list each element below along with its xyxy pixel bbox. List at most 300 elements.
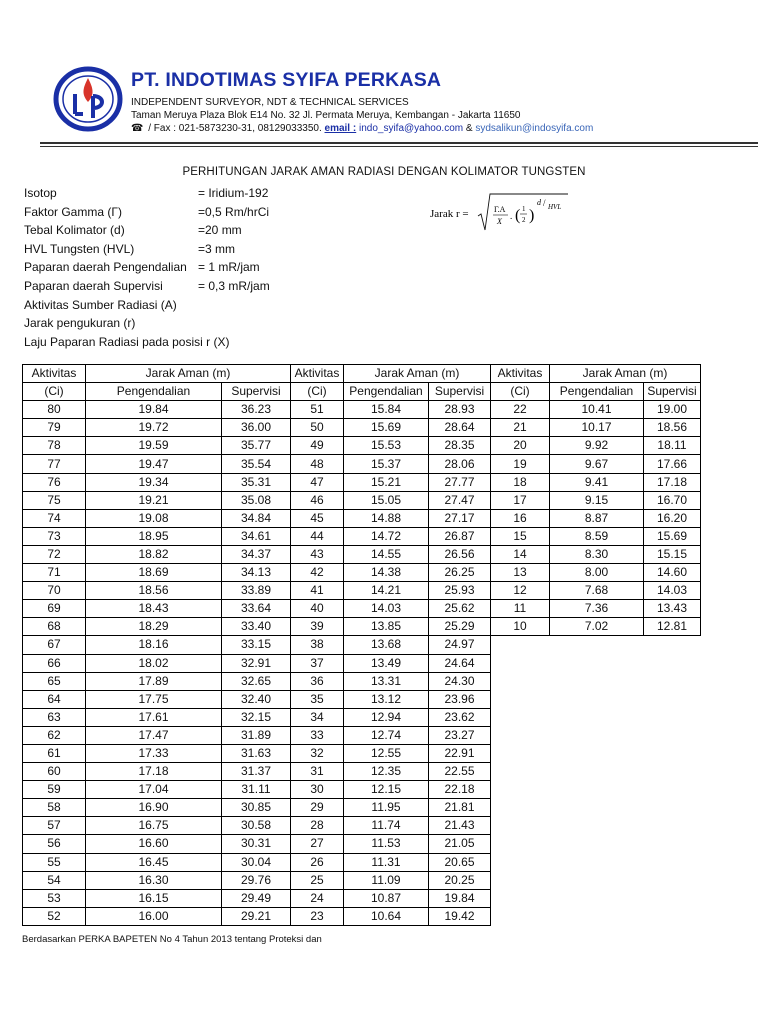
supervise-distance-cell: 34.37: [222, 545, 291, 563]
table-row: [23, 744, 701, 762]
activity-cell: 71: [23, 564, 86, 582]
control-distance-cell: 14.88: [344, 509, 429, 527]
activity-cell: 43: [291, 545, 344, 563]
param-row: Aktivitas Sumber Radiasi (A): [24, 297, 177, 312]
control-distance-cell: 13.49: [344, 654, 429, 672]
company-contact: [131, 123, 593, 134]
supervise-distance-cell: 16.70: [644, 491, 701, 509]
control-distance-cell: 9.67: [550, 455, 644, 473]
control-distance-cell: 11.74: [344, 817, 429, 835]
control-distance-cell: 13.31: [344, 672, 429, 690]
empty-cell: [491, 636, 550, 654]
empty-cell: [550, 835, 644, 853]
control-distance-cell: 8.87: [550, 509, 644, 527]
supervise-distance-cell: 30.31: [222, 835, 291, 853]
header-activity: Aktivitas: [491, 365, 550, 383]
activity-cell: 55: [23, 853, 86, 871]
supervise-distance-cell: 26.87: [429, 527, 491, 545]
control-distance-cell: 18.56: [86, 582, 222, 600]
header-activity: Aktivitas: [291, 365, 344, 383]
control-distance-cell: 7.36: [550, 600, 644, 618]
activity-cell: 76: [23, 473, 86, 491]
activity-cell: 54: [23, 871, 86, 889]
empty-cell: [550, 907, 644, 925]
activity-cell: 23: [291, 907, 344, 925]
header-distance: Jarak Aman (m): [550, 365, 701, 383]
company-logo: [53, 66, 123, 132]
svg-text:(: (: [515, 207, 521, 224]
svg-text:.: .: [510, 211, 513, 221]
supervise-distance-cell: 25.29: [429, 618, 491, 636]
empty-cell: [644, 654, 701, 672]
activity-cell: 41: [291, 582, 344, 600]
table-row: [23, 564, 701, 582]
safety-distance-table: [22, 364, 701, 926]
param-row: HVL Tungsten (HVL) =3 mm: [24, 241, 236, 256]
activity-cell: 17: [491, 491, 550, 509]
table-header-row: [23, 365, 701, 383]
formula-exponent-den: HVL: [548, 203, 562, 211]
table-row: [23, 853, 701, 871]
control-distance-cell: 17.61: [86, 708, 222, 726]
supervise-distance-cell: 27.77: [429, 473, 491, 491]
distance-formula: [430, 190, 570, 236]
supervise-distance-cell: 34.61: [222, 527, 291, 545]
email-link-primary[interactable]: indo_syifa@yahoo.com: [358, 123, 464, 134]
empty-cell: [644, 853, 701, 871]
empty-cell: [550, 636, 644, 654]
header-control: Pengendalian: [86, 383, 222, 401]
header-distance: Jarak Aman (m): [344, 365, 491, 383]
control-distance-cell: 12.74: [344, 726, 429, 744]
activity-cell: 78: [23, 437, 86, 455]
header-distance: Jarak Aman (m): [86, 365, 291, 383]
parameter-list: [24, 184, 270, 351]
control-distance-cell: 14.38: [344, 564, 429, 582]
supervise-distance-cell: 22.55: [429, 763, 491, 781]
supervise-distance-cell: 28.93: [429, 401, 491, 419]
formula-half-denominator: 2: [522, 216, 526, 224]
company-address: Taman Meruya Plaza Blok E14 No. 32 Jl. Permata Meruya, Kembangan - Jakarta 11650: [131, 110, 521, 121]
table-row: [23, 600, 701, 618]
activity-cell: 29: [291, 799, 344, 817]
activity-cell: 13: [491, 564, 550, 582]
empty-cell: [550, 853, 644, 871]
supervise-distance-cell: 24.64: [429, 654, 491, 672]
supervise-distance-cell: 34.13: [222, 564, 291, 582]
supervise-distance-cell: 21.05: [429, 835, 491, 853]
activity-cell: 42: [291, 564, 344, 582]
table-row: [23, 527, 701, 545]
activity-cell: 39: [291, 618, 344, 636]
svg-text:): ): [529, 207, 535, 224]
control-distance-cell: 13.85: [344, 618, 429, 636]
email-label: email :: [324, 123, 357, 134]
control-distance-cell: 17.04: [86, 781, 222, 799]
supervise-distance-cell: 33.64: [222, 600, 291, 618]
supervise-distance-cell: 31.63: [222, 744, 291, 762]
activity-cell: 61: [23, 744, 86, 762]
supervise-distance-cell: 16.20: [644, 509, 701, 527]
supervise-distance-cell: 36.00: [222, 419, 291, 437]
activity-cell: 51: [291, 401, 344, 419]
supervise-distance-cell: 23.96: [429, 690, 491, 708]
header-activity: Aktivitas: [23, 365, 86, 383]
activity-cell: 59: [23, 781, 86, 799]
control-distance-cell: 19.08: [86, 509, 222, 527]
control-distance-cell: 16.45: [86, 853, 222, 871]
supervise-distance-cell: 30.04: [222, 853, 291, 871]
supervise-distance-cell: 35.77: [222, 437, 291, 455]
header-rule-thin: [40, 146, 758, 147]
email-separator: &: [465, 123, 473, 134]
supervise-distance-cell: 25.62: [429, 600, 491, 618]
empty-cell: [644, 672, 701, 690]
activity-cell: 38: [291, 636, 344, 654]
control-distance-cell: 11.53: [344, 835, 429, 853]
activity-cell: 33: [291, 726, 344, 744]
activity-cell: 44: [291, 527, 344, 545]
activity-cell: 26: [291, 853, 344, 871]
control-distance-cell: 15.37: [344, 455, 429, 473]
supervise-distance-cell: 17.18: [644, 473, 701, 491]
activity-cell: 30: [291, 781, 344, 799]
empty-cell: [644, 817, 701, 835]
activity-cell: 79: [23, 419, 86, 437]
control-distance-cell: 14.72: [344, 527, 429, 545]
control-distance-cell: 16.90: [86, 799, 222, 817]
activity-cell: 72: [23, 545, 86, 563]
supervise-distance-cell: 22.91: [429, 744, 491, 762]
table-row: [23, 708, 701, 726]
supervise-distance-cell: 18.56: [644, 419, 701, 437]
formula-half-numerator: 1: [522, 205, 526, 213]
activity-cell: 75: [23, 491, 86, 509]
empty-cell: [491, 817, 550, 835]
header-unit: (Ci): [491, 383, 550, 401]
empty-cell: [644, 636, 701, 654]
table-row: [23, 455, 701, 473]
control-distance-cell: 15.84: [344, 401, 429, 419]
empty-cell: [550, 799, 644, 817]
empty-cell: [491, 871, 550, 889]
phone-fax: / Fax : 021-5873230-31, 08129033350.: [148, 123, 322, 134]
activity-cell: 32: [291, 744, 344, 762]
supervise-distance-cell: 34.84: [222, 509, 291, 527]
table-row: [23, 491, 701, 509]
empty-cell: [644, 799, 701, 817]
control-distance-cell: 8.00: [550, 564, 644, 582]
empty-cell: [491, 799, 550, 817]
activity-cell: 80: [23, 401, 86, 419]
activity-cell: 24: [291, 889, 344, 907]
empty-cell: [491, 654, 550, 672]
supervise-distance-cell: 26.56: [429, 545, 491, 563]
activity-cell: 66: [23, 654, 86, 672]
activity-cell: 40: [291, 600, 344, 618]
footnote: Berdasarkan PERKA BAPETEN No 4 Tahun 2013 tentang Proteksi dan: [22, 934, 322, 945]
control-distance-cell: 18.29: [86, 618, 222, 636]
activity-cell: 25: [291, 871, 344, 889]
control-distance-cell: 18.16: [86, 636, 222, 654]
control-distance-cell: 11.09: [344, 871, 429, 889]
empty-cell: [644, 889, 701, 907]
empty-cell: [644, 726, 701, 744]
empty-cell: [491, 744, 550, 762]
param-row: Isotop = Iridium-192: [24, 186, 269, 200]
empty-cell: [644, 835, 701, 853]
formula-prefix: Jarak r =: [430, 208, 469, 220]
empty-cell: [644, 781, 701, 799]
activity-cell: 21: [491, 419, 550, 437]
table-subheader-row: [23, 383, 701, 401]
activity-cell: 53: [23, 889, 86, 907]
activity-cell: 60: [23, 763, 86, 781]
empty-cell: [644, 708, 701, 726]
activity-cell: 11: [491, 600, 550, 618]
activity-cell: 45: [291, 509, 344, 527]
control-distance-cell: 12.15: [344, 781, 429, 799]
empty-cell: [550, 889, 644, 907]
supervise-distance-cell: 35.31: [222, 473, 291, 491]
activity-cell: 73: [23, 527, 86, 545]
control-distance-cell: 16.75: [86, 817, 222, 835]
param-row: Laju Paparan Radiasi pada posisi r (X): [24, 334, 230, 349]
activity-cell: 19: [491, 455, 550, 473]
supervise-distance-cell: 27.17: [429, 509, 491, 527]
param-row: Paparan daerah Supervisi = 0,3 mR/jam: [24, 278, 270, 293]
supervise-distance-cell: 29.76: [222, 871, 291, 889]
activity-cell: 14: [491, 545, 550, 563]
supervise-distance-cell: 29.49: [222, 889, 291, 907]
activity-cell: 48: [291, 455, 344, 473]
supervise-distance-cell: 35.54: [222, 455, 291, 473]
empty-cell: [491, 708, 550, 726]
document-title: PERHITUNGAN JARAK AMAN RADIASI DENGAN KOLIMATOR TUNGSTEN: [182, 166, 586, 178]
supervise-distance-cell: 32.91: [222, 654, 291, 672]
param-row: Jarak pengukuran (r): [24, 316, 136, 331]
empty-cell: [644, 690, 701, 708]
email-link-secondary[interactable]: sydsalikun@indosyifa.com: [475, 123, 594, 134]
empty-cell: [491, 690, 550, 708]
header-supervise: Supervisi: [222, 383, 291, 401]
supervise-distance-cell: 13.43: [644, 600, 701, 618]
empty-cell: [491, 853, 550, 871]
activity-cell: 67: [23, 636, 86, 654]
activity-cell: 46: [291, 491, 344, 509]
activity-cell: 34: [291, 708, 344, 726]
table-row: [23, 419, 701, 437]
table-row: [23, 654, 701, 672]
activity-cell: 18: [491, 473, 550, 491]
table-row: [23, 545, 701, 563]
table-row: [23, 889, 701, 907]
control-distance-cell: 9.92: [550, 437, 644, 455]
supervise-distance-cell: 24.30: [429, 672, 491, 690]
supervise-distance-cell: 31.11: [222, 781, 291, 799]
empty-cell: [644, 763, 701, 781]
supervise-distance-cell: 24.97: [429, 636, 491, 654]
control-distance-cell: 15.05: [344, 491, 429, 509]
activity-cell: 12: [491, 582, 550, 600]
empty-cell: [550, 763, 644, 781]
activity-cell: 68: [23, 618, 86, 636]
control-distance-cell: 12.35: [344, 763, 429, 781]
control-distance-cell: 12.94: [344, 708, 429, 726]
empty-cell: [550, 654, 644, 672]
activity-cell: 27: [291, 835, 344, 853]
supervise-distance-cell: 32.15: [222, 708, 291, 726]
table-row: [23, 509, 701, 527]
table-row: [23, 907, 701, 925]
control-distance-cell: 17.33: [86, 744, 222, 762]
supervise-distance-cell: 28.64: [429, 419, 491, 437]
control-distance-cell: 18.02: [86, 654, 222, 672]
supervise-distance-cell: 26.25: [429, 564, 491, 582]
activity-cell: 28: [291, 817, 344, 835]
table-row: [23, 636, 701, 654]
activity-cell: 47: [291, 473, 344, 491]
activity-cell: 70: [23, 582, 86, 600]
control-distance-cell: 17.75: [86, 690, 222, 708]
table-row: [23, 582, 701, 600]
control-distance-cell: 13.12: [344, 690, 429, 708]
control-distance-cell: 9.15: [550, 491, 644, 509]
company-tagline: INDEPENDENT SURVEYOR, NDT & TECHNICAL SERVICES: [131, 97, 409, 108]
table-row: [23, 835, 701, 853]
supervise-distance-cell: 25.93: [429, 582, 491, 600]
control-distance-cell: 19.47: [86, 455, 222, 473]
supervise-distance-cell: 31.37: [222, 763, 291, 781]
activity-cell: 49: [291, 437, 344, 455]
control-distance-cell: 7.02: [550, 618, 644, 636]
activity-cell: 16: [491, 509, 550, 527]
empty-cell: [491, 726, 550, 744]
table-row: [23, 401, 701, 419]
param-row: Faktor Gamma (Γ) =0,5 Rm/hrCi: [24, 204, 270, 219]
control-distance-cell: 10.87: [344, 889, 429, 907]
supervise-distance-cell: 17.66: [644, 455, 701, 473]
activity-cell: 50: [291, 419, 344, 437]
table-row: [23, 726, 701, 744]
activity-cell: 36: [291, 672, 344, 690]
activity-cell: 22: [491, 401, 550, 419]
control-distance-cell: 18.69: [86, 564, 222, 582]
table-row: [23, 817, 701, 835]
table-row: [23, 781, 701, 799]
table-row: [23, 690, 701, 708]
supervise-distance-cell: 19.84: [429, 889, 491, 907]
supervise-distance-cell: 21.81: [429, 799, 491, 817]
control-distance-cell: 16.15: [86, 889, 222, 907]
control-distance-cell: 19.72: [86, 419, 222, 437]
control-distance-cell: 19.21: [86, 491, 222, 509]
supervise-distance-cell: 30.85: [222, 799, 291, 817]
empty-cell: [491, 907, 550, 925]
table-row: [23, 618, 701, 636]
empty-cell: [491, 672, 550, 690]
control-distance-cell: 13.68: [344, 636, 429, 654]
supervise-distance-cell: 22.18: [429, 781, 491, 799]
control-distance-cell: 8.30: [550, 545, 644, 563]
activity-cell: 31: [291, 763, 344, 781]
activity-cell: 63: [23, 708, 86, 726]
supervise-distance-cell: 31.89: [222, 726, 291, 744]
activity-cell: 64: [23, 690, 86, 708]
empty-cell: [550, 744, 644, 762]
supervise-distance-cell: 33.15: [222, 636, 291, 654]
control-distance-cell: 9.41: [550, 473, 644, 491]
table-row: [23, 672, 701, 690]
control-distance-cell: 15.69: [344, 419, 429, 437]
activity-cell: 52: [23, 907, 86, 925]
supervise-distance-cell: 14.03: [644, 582, 701, 600]
empty-cell: [644, 907, 701, 925]
empty-cell: [491, 889, 550, 907]
table-row: [23, 799, 701, 817]
empty-cell: [550, 690, 644, 708]
activity-cell: 65: [23, 672, 86, 690]
supervise-distance-cell: 19.42: [429, 907, 491, 925]
control-distance-cell: 10.17: [550, 419, 644, 437]
empty-cell: [550, 871, 644, 889]
supervise-distance-cell: 28.06: [429, 455, 491, 473]
control-distance-cell: 19.84: [86, 401, 222, 419]
header-supervise: Supervisi: [429, 383, 491, 401]
empty-cell: [491, 763, 550, 781]
phone-icon: ☎: [131, 123, 144, 134]
activity-cell: 74: [23, 509, 86, 527]
supervise-distance-cell: 21.43: [429, 817, 491, 835]
param-row: Paparan daerah Pengendalian = 1 mR/jam: [24, 260, 260, 275]
supervise-distance-cell: 20.25: [429, 871, 491, 889]
control-distance-cell: 16.30: [86, 871, 222, 889]
control-distance-cell: 11.95: [344, 799, 429, 817]
activity-cell: 20: [491, 437, 550, 455]
control-distance-cell: 16.00: [86, 907, 222, 925]
formula-numerator: Γ.A: [494, 205, 506, 214]
empty-cell: [550, 817, 644, 835]
table-row: [23, 763, 701, 781]
empty-cell: [550, 708, 644, 726]
supervise-distance-cell: 27.47: [429, 491, 491, 509]
supervise-distance-cell: 14.60: [644, 564, 701, 582]
supervise-distance-cell: 15.15: [644, 545, 701, 563]
control-distance-cell: 14.21: [344, 582, 429, 600]
supervise-distance-cell: 18.11: [644, 437, 701, 455]
control-distance-cell: 8.59: [550, 527, 644, 545]
control-distance-cell: 19.34: [86, 473, 222, 491]
header-unit: (Ci): [291, 383, 344, 401]
activity-cell: 37: [291, 654, 344, 672]
empty-cell: [550, 672, 644, 690]
empty-cell: [550, 781, 644, 799]
supervise-distance-cell: 23.62: [429, 708, 491, 726]
activity-cell: 69: [23, 600, 86, 618]
control-distance-cell: 11.31: [344, 853, 429, 871]
control-distance-cell: 18.43: [86, 600, 222, 618]
supervise-distance-cell: 12.81: [644, 618, 701, 636]
control-distance-cell: 17.18: [86, 763, 222, 781]
company-name: PT. INDOTIMAS SYIFA PERKASA: [131, 69, 442, 91]
supervise-distance-cell: 19.00: [644, 401, 701, 419]
control-distance-cell: 17.89: [86, 672, 222, 690]
control-distance-cell: 10.64: [344, 907, 429, 925]
control-distance-cell: 18.95: [86, 527, 222, 545]
activity-cell: 77: [23, 455, 86, 473]
supervise-distance-cell: 33.40: [222, 618, 291, 636]
activity-cell: 15: [491, 527, 550, 545]
